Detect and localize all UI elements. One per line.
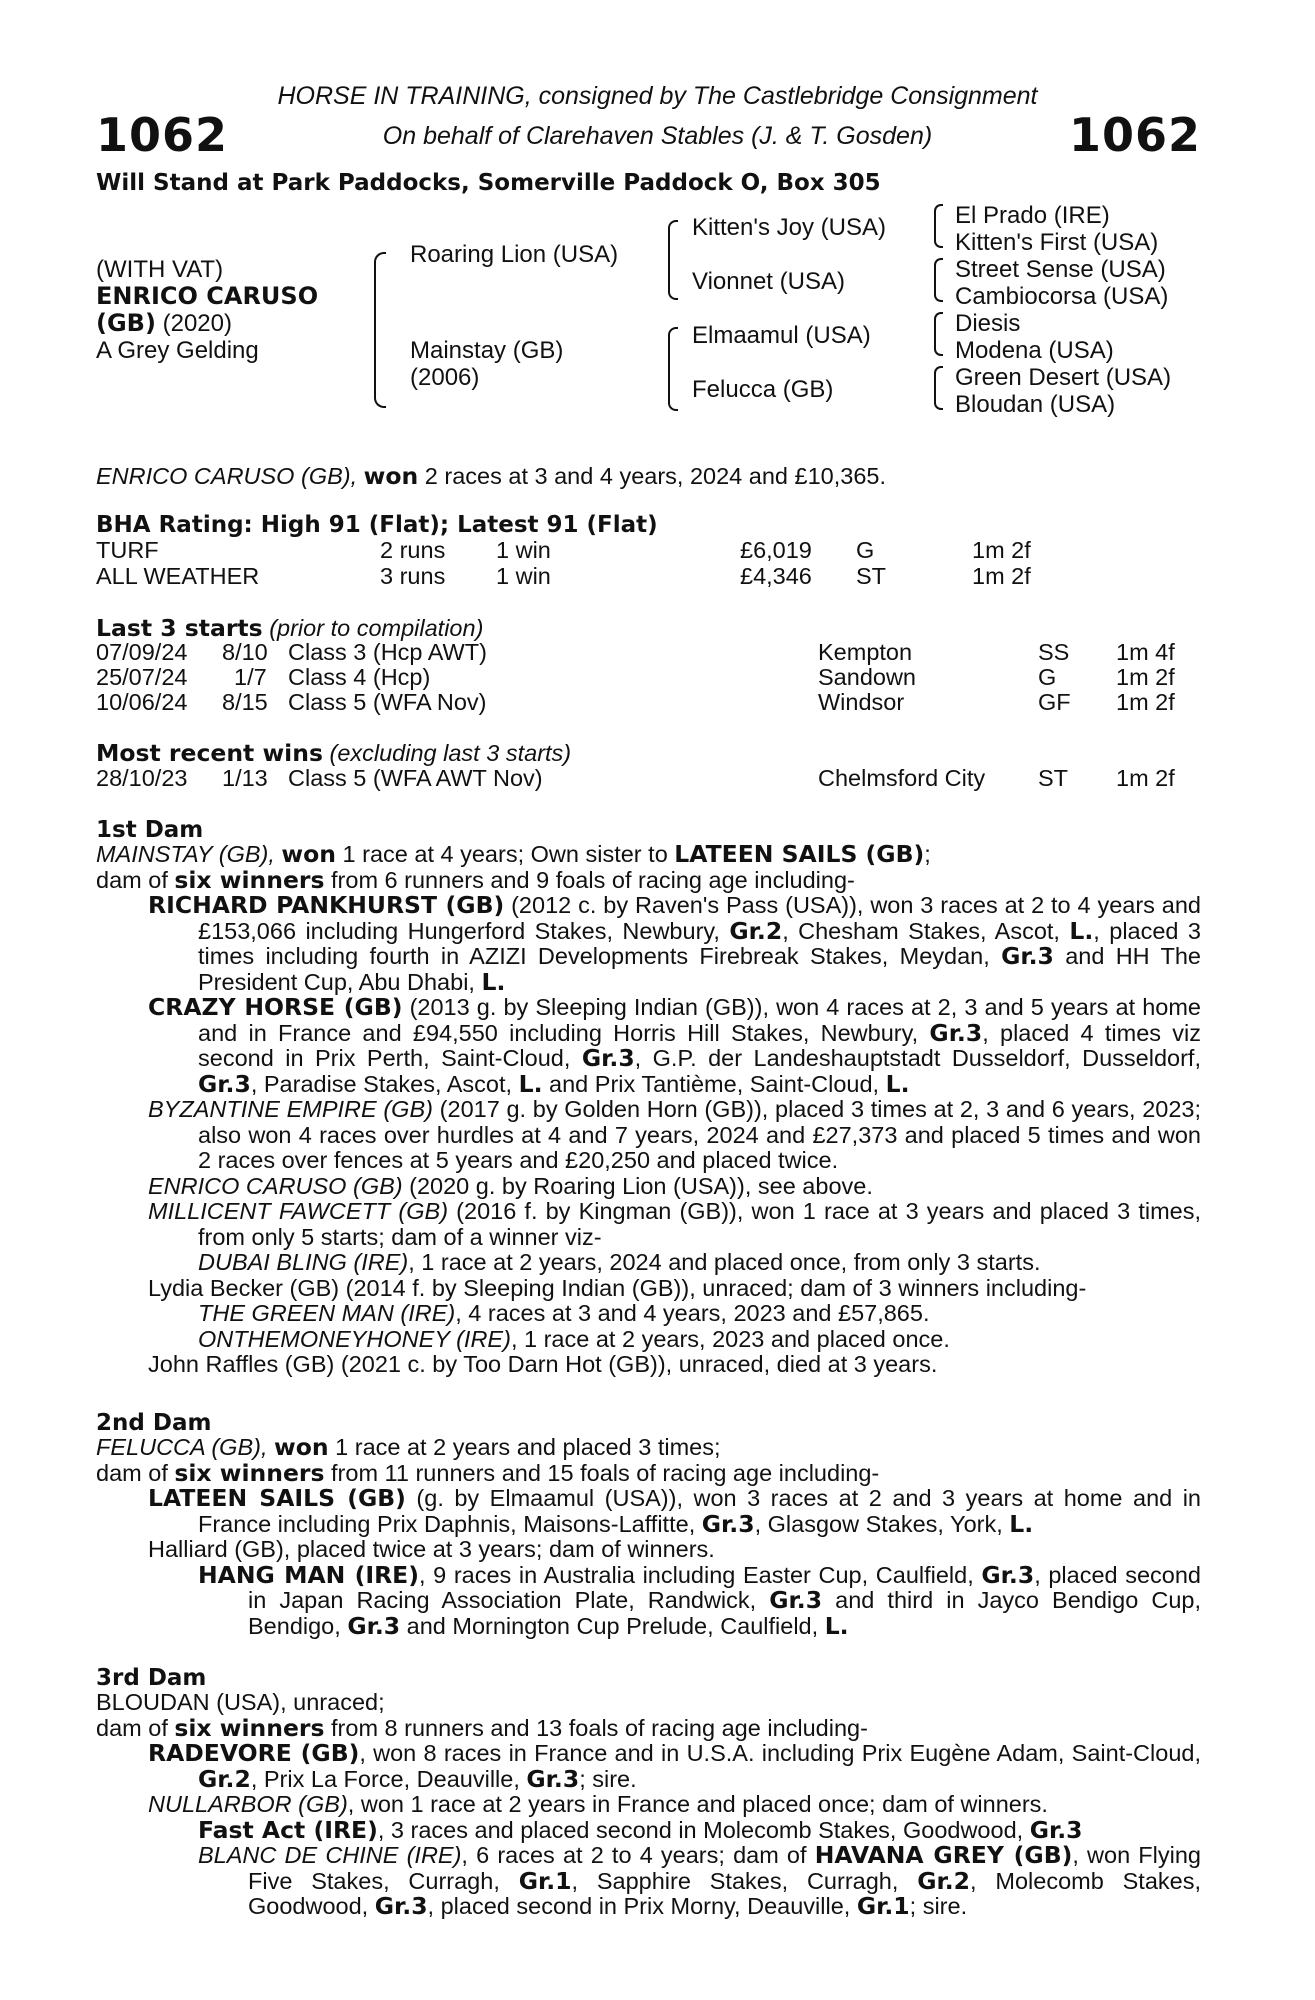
produce-crazy-horse: CRAZY HORSE (GB) (2013 g. by Sleeping Indian (GB)), won 4 races at 2, 3 and 5 years at home and in France and £94,550 including Horris Hill Stakes, Newbury, Gr.3, placed 4 times viz second in Prix Perth, Saint-Cloud, Gr.3, G.P. der Landeshauptstadt Dusseldorf, Dusseldorf, Gr.3, Paradise Stakes, Ascot, L. and Prix Tantième, Saint-Cloud, L. bbox=[148, 993, 1201, 1098]
rating-turf-prize: £6,019 bbox=[740, 537, 812, 563]
consignment-line: HORSE IN TRAINING, consigned by The Castlebridge Consignment bbox=[277, 82, 1038, 110]
produce-nullarbor: NULLARBOR (GB), won 1 race at 2 years in France and placed once; dam of winners. bbox=[148, 1791, 1048, 1817]
ggp-5: Diesis bbox=[955, 310, 1021, 337]
vat-label: (WITH VAT) bbox=[96, 256, 224, 283]
lot-number-left: 1062 bbox=[96, 108, 229, 162]
produce-byzantine: BYZANTINE EMPIRE (GB) (2017 g. by Golden Horn (GB)), placed 3 times at 2, 3 and 6 years, 2023; also won 4 races over hurdles at 4 and 7 years, 2024 and £27,373 and placed 5 times and won 2 races over fences at 5 years and £20,250 and placed twice. bbox=[148, 1096, 1202, 1173]
grandproduce-dubai: DUBAI BLING (IRE), 1 race at 2 years, 2024 and placed once, from only 3 starts. bbox=[198, 1249, 1041, 1275]
rating-aw-going: ST bbox=[856, 563, 887, 589]
ggp-8: Bloudan (USA) bbox=[955, 391, 1116, 418]
ggp-2: Kitten's First (USA) bbox=[955, 229, 1159, 256]
first-dam-section bbox=[96, 842, 1201, 1378]
rating-turf-wins: 1 win bbox=[496, 537, 551, 563]
third-dam-title: 3rd Dam bbox=[96, 1665, 207, 1691]
ggp-6: Modena (USA) bbox=[955, 337, 1114, 364]
first-dam-line2: dam of six winners from 6 runners and 9 foals of racing age including- bbox=[96, 865, 855, 894]
ggp-7: Green Desert (USA) bbox=[955, 364, 1172, 391]
produce-lydia: Lydia Becker (GB) (2014 f. by Sleeping Indian (GB)), unraced; dam of 3 winners including- bbox=[148, 1274, 1087, 1301]
ggp-brace-1 bbox=[934, 204, 943, 248]
grandproduce-green-man: THE GREEN MAN (IRE), 4 races at 3 and 4 years, 2023 and £57,865. bbox=[198, 1300, 930, 1326]
grandproduce-money: ONTHEMONEYHONEY (IRE), 1 race at 2 years, 2023 and placed once. bbox=[198, 1325, 950, 1352]
produce-halliard: Halliard (GB), placed twice at 3 years; dam of winners. bbox=[148, 1536, 715, 1562]
rating-turf-going: G bbox=[856, 537, 875, 563]
produce-raffles: John Raffles (GB) (2021 c. by Too Darn Hot (GB)), unraced, died at 3 years. bbox=[148, 1351, 938, 1377]
horse-identity bbox=[96, 256, 318, 364]
rating-turf-surface: TURF bbox=[96, 537, 159, 563]
ggp-4: Cambiocorsa (USA) bbox=[955, 283, 1169, 310]
rating-aw-dist: 1m 2f bbox=[972, 563, 1031, 589]
rating-aw-runs: 3 runs bbox=[380, 563, 446, 589]
ggp-brace-4 bbox=[934, 366, 943, 410]
rating-turf-dist: 1m 2f bbox=[972, 537, 1031, 563]
horse-name: ENRICO CARUSO bbox=[96, 282, 319, 310]
ggp-brace-2 bbox=[934, 258, 943, 302]
third-dam-line1: BLOUDAN (USA), unraced; bbox=[96, 1689, 385, 1715]
dam-year: (2006) bbox=[410, 364, 480, 391]
race-summary: ENRICO CARUSO (GB), won 2 races at 3 and 4 years, 2024 and £10,365. bbox=[96, 462, 886, 490]
horse-origin: (GB) bbox=[96, 309, 156, 337]
bha-rating-title: BHA Rating: High 91 (Flat); Latest 91 (Flat) bbox=[96, 512, 658, 538]
dam: Mainstay (GB) bbox=[410, 337, 564, 364]
rating-aw-surface: ALL WEATHER bbox=[96, 563, 260, 589]
pedigree-brace bbox=[374, 252, 386, 408]
lot-number-right: 1062 bbox=[1068, 108, 1201, 162]
second-dam-section bbox=[96, 1435, 1201, 1639]
produce-radevore: RADEVORE (GB), won 8 races in France and in U.S.A. including Prix Eugène Adam, Saint-Cloud, Gr.2, Prix La Force, Deauville, Gr.3; sire. bbox=[148, 1739, 1201, 1793]
sire: Roaring Lion (USA) bbox=[410, 241, 619, 268]
rating-aw-prize: £4,346 bbox=[740, 563, 812, 589]
third-dam-line2: dam of six winners from 8 runners and 13 foals of racing age including- bbox=[96, 1713, 868, 1742]
produce-lateen-sails: LATEEN SAILS (GB) (g. by Elmaamul (USA)), won 3 races at 2 and 3 years at home and in France including Prix Daphnis, Maisons-Laffitte, Gr.3, Glasgow Stakes, York, L. bbox=[148, 1484, 1202, 1538]
horse-description: A Grey Gelding bbox=[96, 337, 259, 364]
rating-turf-runs: 2 runs bbox=[380, 537, 446, 563]
dam-dam: Felucca (GB) bbox=[692, 376, 834, 403]
recent-wins-title: Most recent wins (excluding last 3 starts) bbox=[96, 739, 572, 767]
ggp-3: Street Sense (USA) bbox=[955, 256, 1166, 283]
second-dam-title: 2nd Dam bbox=[96, 1410, 212, 1436]
horse-year: (2020) bbox=[162, 310, 232, 337]
ggp-1: El Prado (IRE) bbox=[955, 202, 1110, 229]
ggp-brace-3 bbox=[934, 312, 943, 356]
third-dam-section bbox=[96, 1690, 1201, 1920]
grandproduce-fast-act: Fast Act (IRE), 3 races and placed second in Molecomb Stakes, Goodwood, Gr.3 bbox=[198, 1815, 1083, 1844]
sire-sire: Kitten's Joy (USA) bbox=[692, 214, 886, 241]
grandproduce-blanc-de-chine: BLANC DE CHINE (IRE), 6 races at 2 to 4 years; dam of HAVANA GREY (GB), won Flying Five Stakes, Curragh, Gr.1, Sapphire Stakes, Curragh, Gr.2, Molecomb Stakes, Goodwood, Gr.3, placed second in Prix Morny, Deauville, Gr.1; sire. bbox=[198, 1841, 1201, 1920]
dam-sire: Elmaamul (USA) bbox=[692, 322, 871, 349]
produce-enrico: ENRICO CARUSO (GB) (2020 g. by Roaring Lion (USA)), see above. bbox=[148, 1172, 873, 1199]
rating-aw-wins: 1 win bbox=[496, 563, 551, 589]
second-dam-line1: FELUCCA (GB), won 1 race at 2 years and placed 3 times; bbox=[96, 1433, 721, 1461]
produce-millicent: MILLICENT FAWCETT (GB) (2016 f. by Kingman (GB)), won 1 race at 3 years and placed 3 times, from only 5 starts; dam of a winner viz- bbox=[148, 1198, 1202, 1250]
sire-brace bbox=[668, 220, 678, 300]
first-dam-title: 1st Dam bbox=[96, 817, 204, 843]
last3-title: Last 3 starts (prior to compilation) bbox=[96, 614, 484, 642]
first-dam-line1: MAINSTAY (GB), won 1 race at 4 years; Own sister to LATEEN SAILS (GB); bbox=[96, 840, 931, 868]
dam-brace bbox=[668, 327, 678, 411]
produce-pankhurst: RICHARD PANKHURST (GB) (2012 c. by Raven's Pass (USA)), won 3 races at 2 to 4 years and £153,066 including Hungerford Stakes, Newbury, Gr.2, Chesham Stakes, Ascot, L., placed 3 times including fourth in AZIZI Developments Firebreak Stakes, Meydan, Gr.3 and HH The President Cup, Abu Dhabi, L. bbox=[148, 891, 1201, 996]
stand-location: Will Stand at Park Paddocks, Somerville Paddock O, Box 305 bbox=[96, 170, 881, 196]
second-dam-line2: dam of six winners from 11 runners and 15 foals of racing age including- bbox=[96, 1458, 880, 1487]
grandproduce-hang-man: HANG MAN (IRE), 9 races in Australia including Easter Cup, Caulfield, Gr.3, placed second in Japan Racing Association Plate, Randwick, Gr.3 and third in Jayco Bendigo Cup, Bendigo, Gr.3 and Mornington Cup Prelude, Caulfield, L. bbox=[198, 1560, 1201, 1640]
vendor-line: On behalf of Clarehaven Stables (J. & T. Gosden) bbox=[382, 122, 933, 150]
sire-dam: Vionnet (USA) bbox=[692, 268, 845, 295]
